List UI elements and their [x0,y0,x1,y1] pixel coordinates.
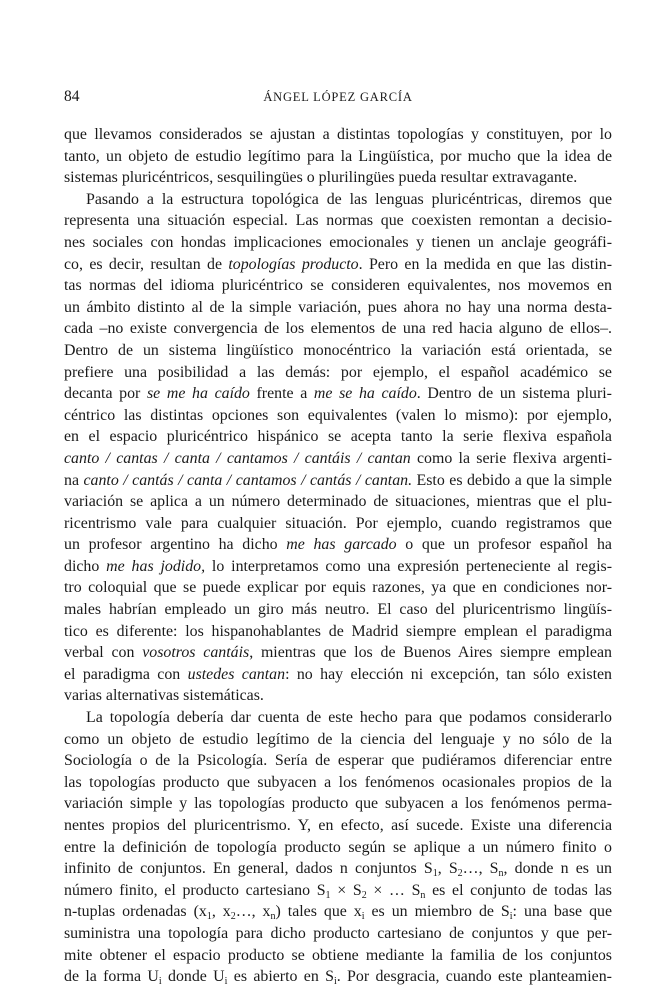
text-line: cada –no existe convergencia de los elementos de una red hacia alguno de ellos–. [64,320,612,338]
italic-example: me has garcado [286,536,397,554]
text-line: decanta por se me ha caído frente a me se ha caído. Dentro de un sistema pluri- [64,385,612,403]
paragraph-start: Pasando a la estructura topológica de las lenguas pluricéntricas, diremos que [86,190,612,208]
text-line: variación se aplica a un número determinado de situaciones, mientras que el plu- [64,493,612,511]
text-line: infinito de conjuntos. En general, dados n conjuntos $S_1$, $S_2\dots$, $S_n$, donde n es un [64,860,612,880]
text-line: sistemas pluricéntricos, sesquilingües o plurilingües pueda resultar extravagante. [64,169,578,187]
italic-paradigm: canto / cantás / canta / cantamos / cantás / cantan. [83,471,413,489]
text-line: n-tuplas ordenadas ($x_1$, $x_2\dots$, $x_n$) tales que $x_i$ es un miembro de $S_i$: una base que [64,903,613,923]
text-line: nes sociales con hondas implicaciones emocionales y tienen un anclaje geográfi- [64,233,612,251]
italic-paradigm: canto / cantas / canta / cantamos / cantáis / cantan [64,449,411,467]
italic-example: se me ha caído [146,385,250,403]
text-line: males habrían empleado un giro más neutro. El caso del pluricentrismo lingüís- [64,601,612,619]
text-line: ricentrismo vale para cualquier situación. Por ejemplo, cuando registramos que [64,514,612,532]
page-number: 84 [64,88,80,105]
text-line: tanto, un objeto de estudio legítimo para la Lingüística, por mucho que la idea de [64,147,612,165]
italic-example: ustedes cantan [187,665,286,683]
text-line: las topologías producto que subyacen a los fenómenos ocasionales propios de la [64,773,612,791]
text-line: un profesor argentino ha dicho me has garcado o que un profesor español ha [64,536,612,554]
text-line: variación simple y las topologías producto que subyacen a los fenómenos perma- [64,795,612,813]
page-header [64,86,612,108]
text-line: número finito, el producto cartesiano $S_1 \times S_2$ × … $S_n$ es el conjunto de todas las [64,881,612,901]
text-line: canto / cantas / canta / cantamos / cantáis / cantan como la serie flexiva argenti- [64,449,612,467]
text-line: verbal con vosotros cantáis, mientras que los de Buenos Aires siempre emplean [64,644,612,662]
text-line: co, es decir, resultan de topologías producto. Pero en la medida en que las distin- [64,255,612,273]
text-line: representa una situación especial. Las normas que coexisten remontan a decisio- [64,212,612,230]
text-line: prefiere una posibilidad a las demás: por ejemplo, el español académico se [64,363,612,381]
italic-term: topologías producto [228,255,359,273]
text-line: céntrico las distintas opciones son equivalentes (valen lo mismo): por ejemplo, [64,406,612,424]
running-title: ÁNGEL LÓPEZ GARCÍA [263,90,413,104]
text-line: un ámbito distinto al de la simple variación, pues ahora no hay una norma desta- [64,298,612,316]
text-line: mite obtener el espacio producto se obtiene mediante la familia de los conjuntos [64,946,612,964]
text-line: tico es diferente: los hispanohablantes de Madrid siempre emplean el paradigma [64,622,612,640]
text-line: na canto / cantás / canta / cantamos / cantás / cantan. Esto es debido a que la simple [64,471,612,489]
italic-example: me has jodido, [106,557,206,575]
text-line: que llevamos considerados se ajustan a distintas topologías y constituyen, por lo [64,126,612,143]
body-text [64,124,612,988]
paragraph-start: La topología debería dar cuenta de este hecho para que podamos considerarlo [86,709,612,727]
text-line: suministra una topología para dicho producto cartesiano de conjuntos y que per- [64,924,612,942]
text-line: varias alternativas sistemáticas. [64,687,264,705]
text-line: dicho me has jodido, lo interpretamos como una expresión perteneciente al regis- [64,557,613,575]
text-line: de la forma $U_i$ donde $U_i$ es abierto en $S_i$. Por desgracia, cuando este planteamien- [64,968,612,988]
italic-example: vosotros cantáis [142,644,250,662]
text-line: entre la definición de topología producto según se aplique a un número finito o [64,838,612,856]
text-line: Sociología o de la Psicología. Sería de esperar que pudiéramos diferenciar entre [64,752,612,770]
text-line: como un objeto de estudio legítimo de la ciencia del lenguaje y no sólo de la [64,730,612,748]
text-line: nentes propios del pluricentrismo. Y, en efecto, así sucede. Existe una diferencia [64,817,612,834]
text-line: tro coloquial que se puede explicar por equis razones, ya que en condiciones nor- [64,579,612,597]
text-line: tas normas del idioma pluricéntrico se consideren equivalentes, nos movemos en [64,277,612,295]
text-line: Dentro de un sistema lingüístico monocéntrico la variación está orientada, se [64,341,612,359]
italic-example: me se ha caído [313,385,417,403]
text-line: el paradigma con ustedes cantan: no hay elección ni excepción, tan sólo existen [64,665,612,683]
text-line: en el espacio pluricéntrico hispánico se acepta tanto la serie flexiva española [64,428,612,446]
